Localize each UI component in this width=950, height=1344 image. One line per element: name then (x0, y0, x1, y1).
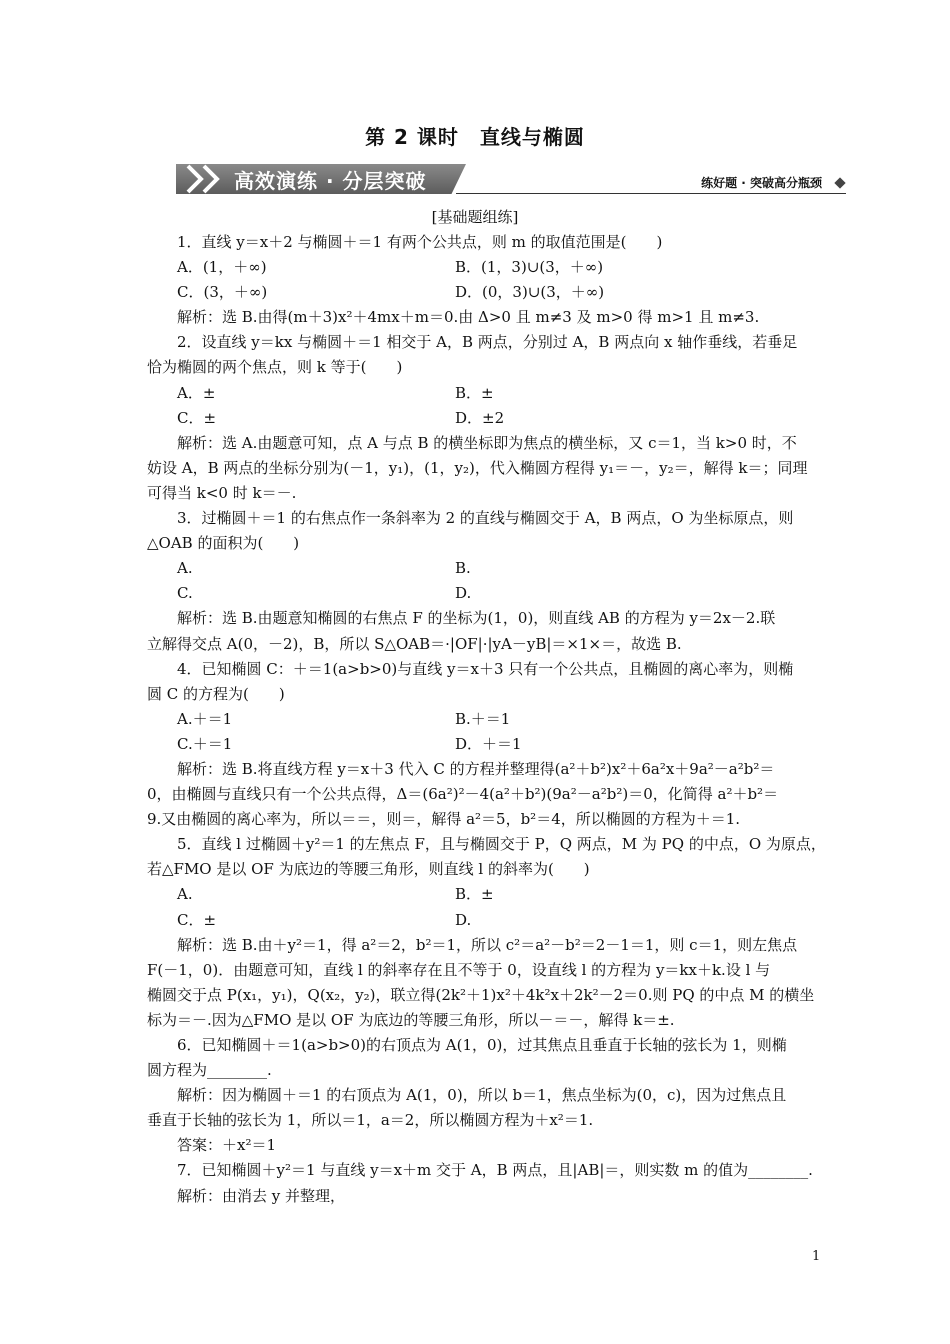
text-line: 解析：因为椭圆＋＝1 的右顶点为 A(1，0)，所以 b＝1，焦点坐标为(0，c)，因为过焦点且 (177, 1086, 787, 1105)
section-heading: [基础题组练] (431, 208, 519, 226)
option-row (147, 581, 807, 606)
text-line: 5．直线 l 过椭圆＋y²＝1 的左焦点 F，且与椭圆交于 P，Q 两点，M 为 PQ 的中点，O 为原点， (177, 835, 826, 854)
page-title: 第 2 课时 直线与椭圆 (365, 125, 585, 149)
double-chevron-icon (184, 164, 230, 194)
diamond-icon (834, 177, 845, 188)
section-banner (176, 160, 846, 196)
text-line: 解析：选 B.由得(m＋3)x²＋4mx＋m＝0.由 Δ>0 且 m≠3 及 m>0 得 m>1 且 m≠3. (177, 308, 760, 327)
option-left: C．(3，＋∞) (177, 283, 268, 302)
option-right: D. (455, 584, 472, 603)
text-line: 4．已知椭圆 C：＋＝1(a>b>0)与直线 y＝x＋3 只有一个公共点，且椭圆的离心率为，则椭 (177, 659, 794, 678)
text-line: 0，由椭圆与直线只有一个公共点得，Δ＝(6a²)²－4(a²＋b²)(9a²－a²b²)＝0，化简得 a²＋b²＝ (147, 785, 779, 804)
option-row (147, 406, 807, 431)
banner-divider (456, 193, 846, 194)
option-right: D．＋＝1 (455, 734, 522, 753)
page-number: 1 (812, 1249, 821, 1264)
text-line: 可得当 k<0 时 k＝－. (147, 483, 297, 502)
option-row (147, 707, 807, 732)
exercise-content (147, 230, 826, 1209)
text-line: 恰为椭圆的两个焦点，则 k 等于( ) (147, 358, 403, 377)
option-row (147, 556, 807, 581)
text-line: 1．直线 y＝x＋2 与椭圆＋＝1 有两个公共点，则 m 的取值范围是( ) (177, 233, 663, 251)
option-row (147, 908, 807, 933)
text-line: 7．已知椭圆＋y²＝1 与直线 y＝x＋m 交于 A，B 两点，且|AB|＝，则实数 m 的值为________. (177, 1161, 813, 1180)
banner-title: 高效演练 · 分层突破 (234, 169, 427, 193)
option-right: B. (455, 559, 471, 578)
text-line: 9.又由椭圆的离心率为，所以＝＝，则＝，解得 a²＝5，b²＝4，所以椭圆的方程为＋＝1. (147, 810, 741, 829)
option-row (147, 732, 807, 757)
text-line: 答案：＋x²＝1 (177, 1136, 277, 1155)
text-line: 圆方程为________. (147, 1061, 272, 1080)
option-row (147, 280, 807, 305)
text-line: △OAB 的面积为( ) (147, 534, 300, 553)
text-line: 解析：选 B.将直线方程 y＝x＋3 代入 C 的方程并整理得(a²＋b²)x²＋6a²x＋9a²－a²b²＝ (177, 759, 775, 778)
text-line: 解析：选 A.由题意可知，点 A 与点 B 的横坐标即为焦点的横坐标，又 c＝1，当 k>0 时，不 (177, 433, 797, 452)
text-line: 妨设 A，B 两点的坐标分别为(－1，y₁)，(1，y₂)，代入椭圆方程得 y₁＝－，y₂＝，解得 k＝；同理 (147, 458, 808, 477)
text-line: 解析：由消去 y 并整理， (177, 1186, 346, 1205)
text-line: 立解得交点 A(0，－2)，B，所以 S△OAB＝·|OF|·|yA－yB|＝×1×＝，故选 B. (147, 634, 682, 653)
option-left: C．± (177, 910, 217, 929)
text-line: 3．过椭圆＋＝1 的右焦点作一条斜率为 2 的直线与椭圆交于 A，B 两点，O 为坐标原点，则 (177, 509, 794, 528)
option-right: B．± (455, 885, 494, 904)
option-left: A．(1，＋∞) (177, 258, 267, 277)
option-right: B.＋＝1 (455, 709, 511, 728)
option-left: A．± (177, 383, 216, 402)
text-line: 标为＝－.因为△FMO 是以 OF 为底边的等腰三角形，所以－＝－，解得 k＝±. (147, 1010, 675, 1029)
text-line: 圆 C 的方程为( ) (147, 684, 285, 703)
option-left: C.＋＝1 (177, 734, 233, 753)
text-line: 6．已知椭圆＋＝1(a>b>0)的右顶点为 A(1，0)，过其焦点且垂直于长轴的弦长为 1，则椭 (177, 1036, 787, 1054)
option-left: A. (177, 559, 193, 578)
text-line: 2．设直线 y＝kx 与椭圆＋＝1 相交于 A，B 两点，分别过 A，B 两点向 x 轴作垂线，若垂足 (177, 333, 798, 352)
text-line: 解析：选 B.由＋y²＝1，得 a²＝2，b²＝1，所以 c²＝a²－b²＝2－1＝1，则 c＝1，则左焦点 (177, 935, 798, 954)
option-left: C．± (177, 408, 217, 427)
option-row (147, 882, 807, 907)
option-right: D. (455, 910, 472, 929)
text-line: 椭圆交于点 P(x₁，y₁)，Q(x₂，y₂)，联立得(2k²＋1)x²＋4k²x＋2k²－2＝0.则 PQ 的中点 M 的横坐 (147, 985, 815, 1004)
option-left: C. (177, 584, 193, 603)
option-right: D．(0，3)∪(3，＋∞) (455, 283, 605, 302)
banner-slogan: 练好题 · 突破高分瓶颈 (701, 176, 822, 190)
text-line: F(－1，0)．由题意可知，直线 l 的斜率存在且不等于 0，设直线 l 的方程为 y＝kx＋k.设 l 与 (147, 960, 771, 979)
option-row (147, 255, 807, 280)
text-line: 解析：选 B.由题意知椭圆的右焦点 F 的坐标为(1，0)，则直线 AB 的方程为 y＝2x－2.联 (177, 609, 776, 628)
option-left: A.＋＝1 (177, 709, 233, 728)
text-line: 垂直于长轴的弦长为 1，所以＝1，a＝2，所以椭圆方程为＋x²＝1. (147, 1111, 594, 1130)
text-line: 若△FMO 是以 OF 为底边的等腰三角形，则直线 l 的斜率为( ) (147, 860, 590, 879)
option-right: D．±2 (455, 408, 505, 427)
option-right: B．(1，3)∪(3，＋∞) (455, 258, 604, 277)
option-right: B．± (455, 383, 494, 402)
option-row (147, 381, 807, 406)
option-left: A. (177, 885, 193, 904)
